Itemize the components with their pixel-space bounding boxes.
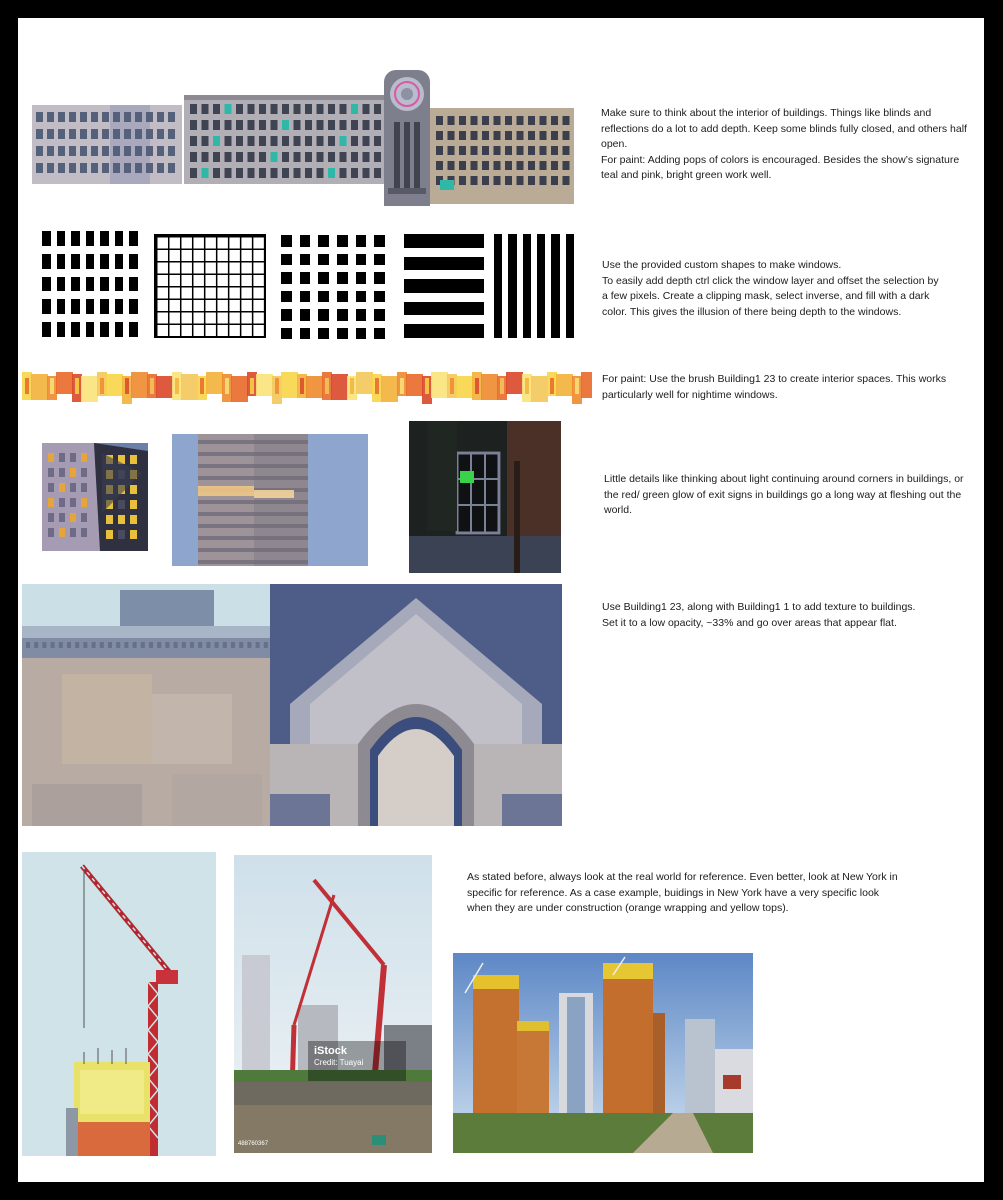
interior-note [601,106,973,184]
windows-note-line2: To easily add depth ctrl click the window layer and offset the selection by a few pixels. Create a clipping mask, select inverse, and fill with a dark color. This gives the illusion of there being depth to the windows. [602,274,939,318]
interior-note-line1: Make sure to think about the interior of buildings. Things like blinds and reflections do a lot to add depth. Keep some blinds fully closed, and others half open. [601,107,967,150]
facade-illustration [32,68,574,208]
istock-watermark [308,1041,406,1081]
window-shape-tall-blocks [42,231,138,337]
interior-brush-strip [22,368,592,404]
window-shape-squares [281,235,385,339]
window-shape-grid [154,234,266,338]
exit-sign-glow-example [409,421,561,573]
texture-example-wall [22,584,270,826]
reference-note-line1: As stated before, always look at the real world for reference. Even better, look at New York in specific for reference. As a case example, buidings in New York have a very specific look when they are under construction (orange wrapping and yellow tops). [467,871,898,914]
windows-note [602,258,942,320]
texture-example-arch [270,584,562,826]
windows-note-line1: Use the provided custom shapes to make windows. [602,259,842,271]
nighttime-note-line1: For paint: Use the brush Building1 23 to create interior spaces. This works particularly well for nightime windows. [602,373,947,401]
new-york-construction-photo [453,953,753,1153]
watermark-photo-id: 488760367 [238,1141,269,1147]
construction-photo-cranes [234,855,432,1153]
watermark-brand: iStock [314,1045,348,1057]
texture-note-line2: Set it to a low opacity, ~33% and go over areas that appear flat. [602,616,897,629]
texture-note [602,600,962,631]
watermark-credit: Credit: Tuayai [314,1058,364,1067]
interior-note-line2: For paint: Adding pops of colors is encouraged. Besides the show’s signature teal and pink, bright green work well. [601,153,960,181]
details-note [604,472,974,519]
nighttime-note [602,372,962,403]
corner-light-example-1 [42,443,148,551]
texture-note-line1: Use Building1 23, along with Building1 1 to add texture to buildings. [602,601,916,613]
corner-light-example-2 [172,434,368,566]
window-shape-horizontal-bars [404,234,484,338]
reference-sheet [18,18,984,1182]
crane-illustration [22,852,216,1156]
window-shape-vertical-bars [494,234,574,338]
details-note-line1: Little details like thinking about light continuing around corners in buildings, or the red/ green glow of exit signs in buildings go a long way at fleshing out the world. [604,473,964,516]
reference-note [467,870,907,917]
